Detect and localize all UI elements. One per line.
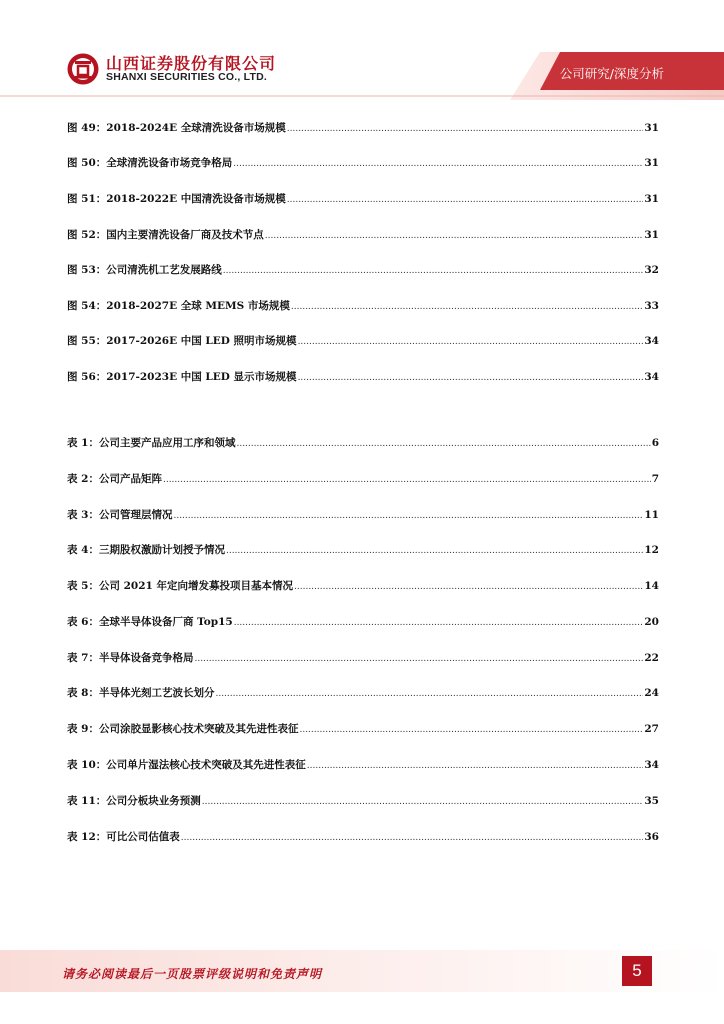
entry-label: 图 52： (67, 229, 107, 241)
entry-page: 14 (644, 580, 659, 592)
entry-page: 34 (644, 335, 659, 347)
entry-title: 全球半导体设备厂商 Top15 (98, 616, 233, 628)
entry-label: 图 54： (67, 300, 107, 312)
dot-leader (202, 793, 644, 810)
entry-page: 20 (644, 616, 659, 628)
dot-leader (299, 721, 643, 738)
entry-label: 图 51： (67, 193, 107, 205)
entry-page: 31 (644, 193, 659, 205)
toc-entry-figure[interactable] (67, 333, 659, 349)
dot-leader (287, 191, 644, 208)
entry-title: 2018-2027E 全球 MEMS 市场规模 (106, 300, 290, 312)
toc-entry-figure[interactable] (67, 369, 659, 385)
entry-title: 2018-2024E 全球清洗设备市场规模 (106, 122, 286, 134)
dot-leader (265, 227, 644, 244)
entry-label: 表 1： (67, 437, 99, 449)
dot-leader (298, 333, 644, 350)
toc-entry-table[interactable] (67, 793, 659, 809)
entry-page: 31 (644, 122, 659, 134)
entry-title: 2017-2023E 中国 LED 显示市场规模 (106, 371, 297, 383)
dot-leader (291, 298, 643, 315)
entry-page: 24 (644, 687, 659, 699)
page-number: 5 (622, 956, 652, 986)
entry-page: 27 (644, 723, 659, 735)
entry-page: 11 (644, 509, 659, 521)
toc-entry-figure[interactable] (67, 262, 659, 278)
dot-leader (194, 650, 643, 667)
toc-entry-table[interactable] (67, 757, 659, 773)
entry-label: 表 12： (67, 831, 107, 843)
toc-entry-table[interactable] (67, 542, 659, 558)
header-ribbon (0, 0, 724, 100)
dot-leader (287, 120, 644, 137)
dot-leader (294, 578, 643, 595)
entry-title: 2017-2026E 中国 LED 照明市场规模 (106, 335, 297, 347)
entry-page: 33 (644, 300, 659, 312)
entry-label: 表 5： (67, 580, 99, 592)
entry-page: 7 (651, 473, 659, 485)
entry-title: 公司 2021 年定向增发募投项目基本情况 (98, 580, 294, 592)
dot-leader (181, 829, 644, 846)
entry-label: 图 49： (67, 122, 107, 134)
report-type-tag: 公司研究/深度分析 (559, 66, 664, 81)
entry-page: 6 (651, 437, 659, 449)
entry-page: 12 (644, 544, 659, 556)
entry-page: 31 (644, 157, 659, 169)
entry-label: 表 2： (67, 473, 99, 485)
toc-entry-figure[interactable] (67, 155, 659, 171)
entry-title: 公司管理层情况 (98, 509, 173, 521)
entry-title: 半导体光刻工艺波长划分 (98, 687, 215, 699)
entry-page: 36 (644, 831, 659, 843)
toc-entry-table[interactable] (67, 650, 659, 666)
toc-entry-table[interactable] (67, 721, 659, 737)
entry-title: 可比公司估值表 (106, 831, 180, 843)
entry-title: 公司产品矩阵 (98, 473, 162, 485)
dot-leader (223, 262, 644, 279)
entry-page: 32 (644, 264, 659, 276)
entry-label: 表 4： (67, 544, 99, 556)
company-name-cn: 山西证券股份有限公司 (106, 54, 277, 73)
toc-entry-table[interactable] (67, 685, 659, 701)
toc-entry-table[interactable] (67, 614, 659, 630)
dot-leader (298, 369, 644, 386)
entry-label: 图 50： (67, 157, 107, 169)
page-footer (0, 940, 724, 1002)
dot-leader (234, 614, 644, 631)
entry-page: 34 (644, 371, 659, 383)
company-logo-icon (66, 52, 100, 86)
entry-label: 表 7： (67, 652, 99, 664)
entry-title: 公司分板块业务预测 (106, 795, 201, 807)
toc-entry-figure[interactable] (67, 191, 659, 207)
entry-label: 表 10： (67, 759, 107, 771)
dot-leader (236, 435, 650, 452)
entry-title: 国内主要清洗设备厂商及技术节点 (106, 229, 264, 241)
toc-entry-table[interactable] (67, 471, 659, 487)
entry-label: 图 53： (67, 264, 107, 276)
company-name-en: SHANXI SECURITIES CO., LTD. (106, 71, 267, 83)
entry-label: 表 3： (67, 509, 99, 521)
entry-label: 表 6： (67, 616, 99, 628)
entry-page: 35 (644, 795, 659, 807)
dot-leader (163, 471, 651, 488)
toc-entry-table[interactable] (67, 578, 659, 594)
entry-title: 公司涂胶显影核心技术突破及其先进性表征 (98, 723, 299, 735)
entry-label: 表 8： (67, 687, 99, 699)
toc-entry-table[interactable] (67, 435, 659, 451)
entry-title: 公司单片湿法核心技术突破及其先进性表征 (106, 759, 306, 771)
toc-entry-figure[interactable] (67, 298, 659, 314)
dot-leader (173, 507, 643, 524)
entry-title: 公司主要产品应用工序和领域 (98, 437, 236, 449)
page-header (0, 0, 724, 100)
toc-entry-table[interactable] (67, 829, 659, 845)
toc-entry-table[interactable] (67, 507, 659, 523)
entry-title: 2018-2022E 中国清洗设备市场规模 (106, 193, 286, 205)
entry-page: 34 (644, 759, 659, 771)
entry-title: 三期股权激励计划授予情况 (98, 544, 225, 556)
toc-entry-figure[interactable] (67, 227, 659, 243)
dot-leader (226, 542, 643, 559)
entry-page: 22 (644, 652, 659, 664)
toc-entry-figure[interactable] (67, 120, 659, 136)
dot-leader (307, 757, 644, 774)
dot-leader (233, 155, 643, 172)
entry-label: 表 9： (67, 723, 99, 735)
entry-title: 公司清洗机工艺发展路线 (106, 264, 222, 276)
entry-label: 图 55： (67, 335, 107, 347)
entry-title: 半导体设备竞争格局 (98, 652, 194, 664)
entry-page: 31 (644, 229, 659, 241)
entry-label: 图 56： (67, 371, 107, 383)
entry-label: 表 11： (67, 795, 107, 807)
dot-leader (215, 685, 643, 702)
disclaimer-notice: 请务必阅读最后一页股票评级说明和免责声明 (62, 967, 323, 981)
entry-title: 全球清洗设备市场竞争格局 (106, 157, 233, 169)
